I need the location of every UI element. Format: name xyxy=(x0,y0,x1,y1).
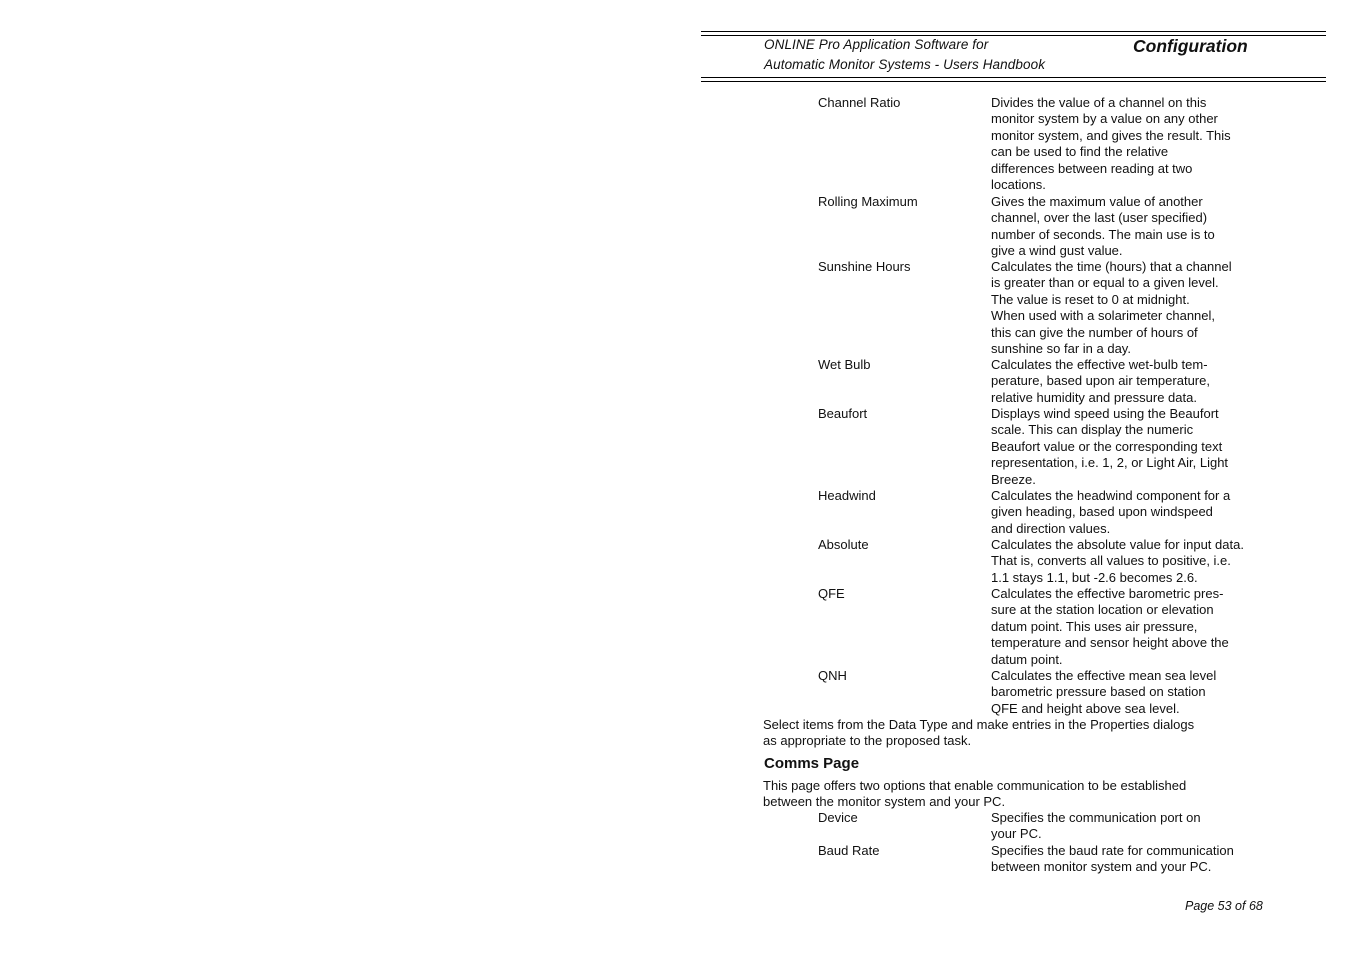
desc-qfe: Calculates the effective barometric pres- sure at the station location or elevation datum point. This uses air pressure, temperature and sensor height above the datum point. xyxy=(991,586,1229,667)
header-rule-top-1 xyxy=(701,31,1326,32)
desc-rolling-maximum: Gives the maximum value of another channel, over the last (user specified) number of seconds. The main use is to give a wind gust value. xyxy=(991,194,1215,259)
header-title-line1: ONLINE Pro Application Software for xyxy=(764,37,989,52)
term-wet-bulb: Wet Bulb xyxy=(818,357,871,372)
header-rule-bottom-1 xyxy=(701,77,1326,78)
desc-qnh: Calculates the effective mean sea level barometric pressure based on station QFE and height above sea level. xyxy=(991,668,1217,716)
section-title: Configuration xyxy=(1133,36,1248,56)
term-absolute: Absolute xyxy=(818,537,869,552)
select-paragraph: Select items from the Data Type and make entries in the Properties dialogs as appropriate to the proposed task. xyxy=(763,717,1195,749)
comms-heading: Comms Page xyxy=(764,755,860,772)
term-headwind: Headwind xyxy=(818,488,876,503)
term-sunshine-hours: Sunshine Hours xyxy=(818,259,911,274)
comms-intro: This page offers two options that enable communication to be established between the monitor system and your PC. xyxy=(763,778,1187,810)
desc-beaufort: Displays wind speed using the Beaufort scale. This can display the numeric Beaufort value or the corresponding text representation, i.e. 1, 2, or Light Air, Light Breeze. xyxy=(991,406,1229,487)
desc-channel-ratio: Divides the value of a channel on this monitor system by a value on any other monitor system, and gives the result. This can be used to find the relative differences between reading at two locations. xyxy=(991,95,1231,193)
header-rule-bottom-2 xyxy=(701,81,1326,82)
header-title-line2: Automatic Monitor Systems - Users Handbook xyxy=(764,57,1046,72)
term-device: Device xyxy=(818,810,858,825)
term-channel-ratio: Channel Ratio xyxy=(818,95,901,110)
desc-baud-rate: Specifies the baud rate for communication between monitor system and your PC. xyxy=(991,843,1234,875)
term-qfe: QFE xyxy=(818,586,845,601)
desc-sunshine-hours: Calculates the time (hours) that a channel is greater than or equal to a given level. The value is reset to 0 at midnight. When used with a solarimeter channel, this can give the number of hours of sunshine so far in a day. xyxy=(991,259,1232,357)
desc-device: Specifies the communication port on your PC. xyxy=(991,810,1201,842)
desc-wet-bulb: Calculates the effective wet-bulb tem- perature, based upon air temperature, relative humidity and pressure data. xyxy=(991,357,1210,405)
term-beaufort: Beaufort xyxy=(818,406,868,421)
term-qnh: QNH xyxy=(818,668,847,683)
desc-headwind: Calculates the headwind component for a given heading, based upon windspeed and direction values. xyxy=(991,488,1231,536)
term-rolling-maximum: Rolling Maximum xyxy=(818,194,918,209)
page-number: Page 53 of 68 xyxy=(1185,899,1263,913)
term-baud-rate: Baud Rate xyxy=(818,843,880,858)
desc-absolute: Calculates the absolute value for input data. That is, converts all values to positive, i.e. 1.1 stays 1.1, but -2.6 becomes 2.6. xyxy=(991,537,1244,585)
